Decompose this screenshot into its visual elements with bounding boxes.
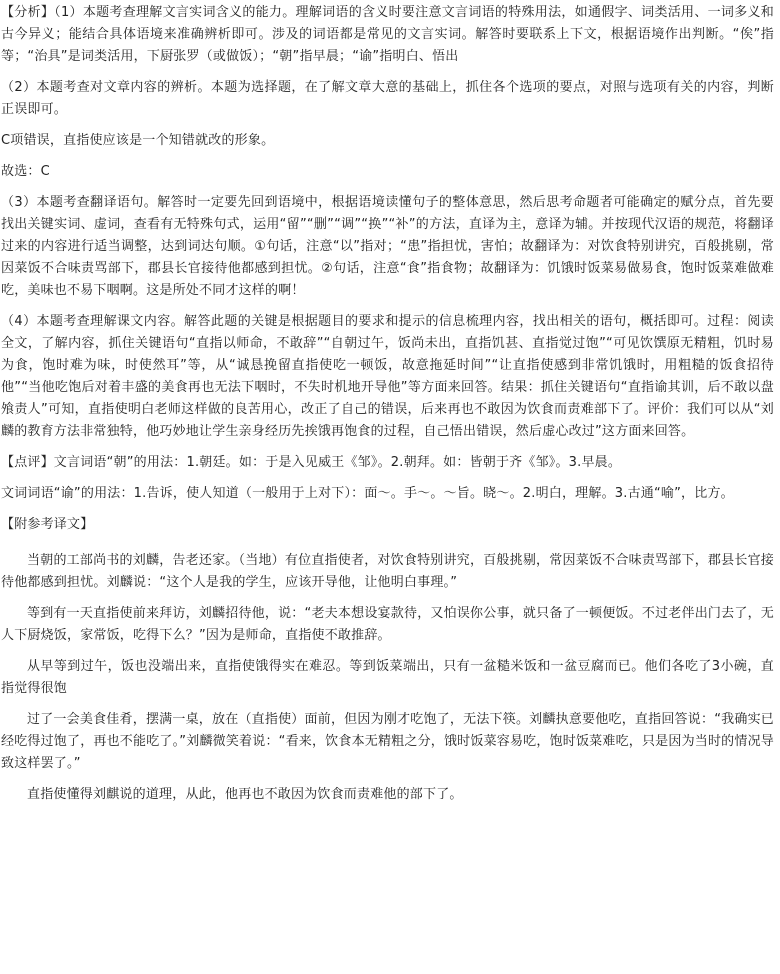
comment-chao: 【点评】文言词语“朝”的用法：1.朝廷。如：于是入见威王《邹》。2.朝拜。如：皆朝于齐《邹》。3.早晨。 [1,455,622,470]
translation-paragraph-4: 过了一会美食佳肴，摆满一桌，放在（直指使）面前，但因为刚才吃饱了，无法下筷。刘麟执意要他吃，直指回答说：“我确实已经吃得过饱了，再也不能吃了。”刘麟微笑着说：“看来，饮食本无精粗之分，饿时饭菜容易吃，饱时饭菜难吃，只是因为当时的情况导致这样罢了。” [1,712,774,771]
translation-paragraph-3: 从早等到过午，饭也没端出来，直指使饿得实在难忍。等到饭菜端出，只有一盆糙米饭和一盆豆腐而已。他们各吃了3小碗，直指觉得很饱 [1,659,774,696]
analysis-part-1: 【分析】（1）本题考查理解文言实词含义的能力。理解词语的含义时要注意文言词语的特殊用法，如通假字、词类活用、一词多义和古今异义；能结合具体语境来准确辨析即可。涉及的词语都是常见的文言实词。解答时要联系上下文，根据语境作出判断。“俟”指等；“治具”是词类活用，下厨张罗（或做饭）；“朝”指早晨；“谕”指明白、悟出 [1,5,774,64]
translation-heading: 【附参考译文】 [1,517,94,532]
translation-paragraph-2: 等到有一天直指使前来拜访，刘麟招待他，说：“老夫本想设宴款待，又怕误你公事，就只备了一顿便饭。不过老伴出门去了，无人下厨烧饭，家常饭，吃得下么？”因为是师命，直指使不敢推辞。 [1,606,774,643]
comment-yu: 文词词语“谕”的用法：1.告诉，使人知道（一般用于上对下）：面～。手～。～旨。晓～。2.明白，理解。3.古通“喻”，比方。 [1,486,734,501]
translation-paragraph-5: 直指使懂得刘麒说的道理，从此，他再也不敢因为饮食而责难他的部下了。 [27,787,463,802]
analysis-part-4: （4）本题考查理解课文内容。解答此题的关键是根据题目的要求和提示的信息梳理内容，找出相关的语句，概括即可。过程：阅读全文，了解内容，抓住关键语句“直指以师命，不敢辞”“自朝过午，饭尚未出，直指饥甚、直指觉过饱”“可见饮馔原无精粗，饥时易为食，饱时难为味，时使然耳”等，从“诚恳挽留直指使吃一顿饭，故意拖延时间”“让直指使感到非常饥饿时，用粗糙的饭食招待他”“当他吃饱后对着丰盛的美食再也无法下咽时，不失时机地开导他”等方面来回答。结果：抓住关键语句“直指谕其训，后不敢以盘飧责人”可知，直指使明白老师这样做的良苦用心，改正了自己的错误，后来再也不敢因为饮食而责难部下了。评价：我们可以从“刘麟的教育方法非常独特，他巧妙地让学生亲身经历先挨饿再饱食的过程，自己悟出错误，然后虚心改过”这方面来回答。 [1,314,774,439]
analysis-part-3: （3）本题考查翻译语句。解答时一定要先回到语境中，根据语境读懂句子的整体意思，然后思考命题者可能确定的赋分点，首先要找出关键实词、虚词，查看有无特殊句式，运用“留”“删”“调”“换”“补”的方法，直译为主，意译为辅。并按现代汉语的规范，将翻译过来的内容进行适当调整，达到词达句顺。①句话，注意“以”指对；“患”指担忧，害怕；故翻译为：对饮食特别讲究，百般挑剔，常因菜饭不合味责骂部下，郡县长官接待他都感到担忧。②句话，注意“食”指食物；故翻译为：饥饿时饭菜易做易食，饱时饭菜难做难吃，美味也不易下咽啊。这是所处不同才这样的啊！ [1,195,774,298]
analysis-answer: 故选：C [1,164,50,179]
translation-paragraph-1: 当朝的工部尚书的刘麟，告老还家。（当地）有位直指使者，对饮食特别讲究，百般挑剔，常因菜饭不合味责骂部下，郡县长官接待他都感到担忧。刘麟说：“这个人是我的学生，应该开导他，让他明白事理。” [1,553,774,590]
analysis-part-2: （2）本题考查对文章内容的辨析。本题为选择题，在了解文章大意的基础上，抓住各个选项的要点，对照与选项有关的内容，判断正误即可。 [1,80,774,117]
analysis-option-c: C项错误，直指使应该是一个知错就改的形象。 [1,133,275,148]
